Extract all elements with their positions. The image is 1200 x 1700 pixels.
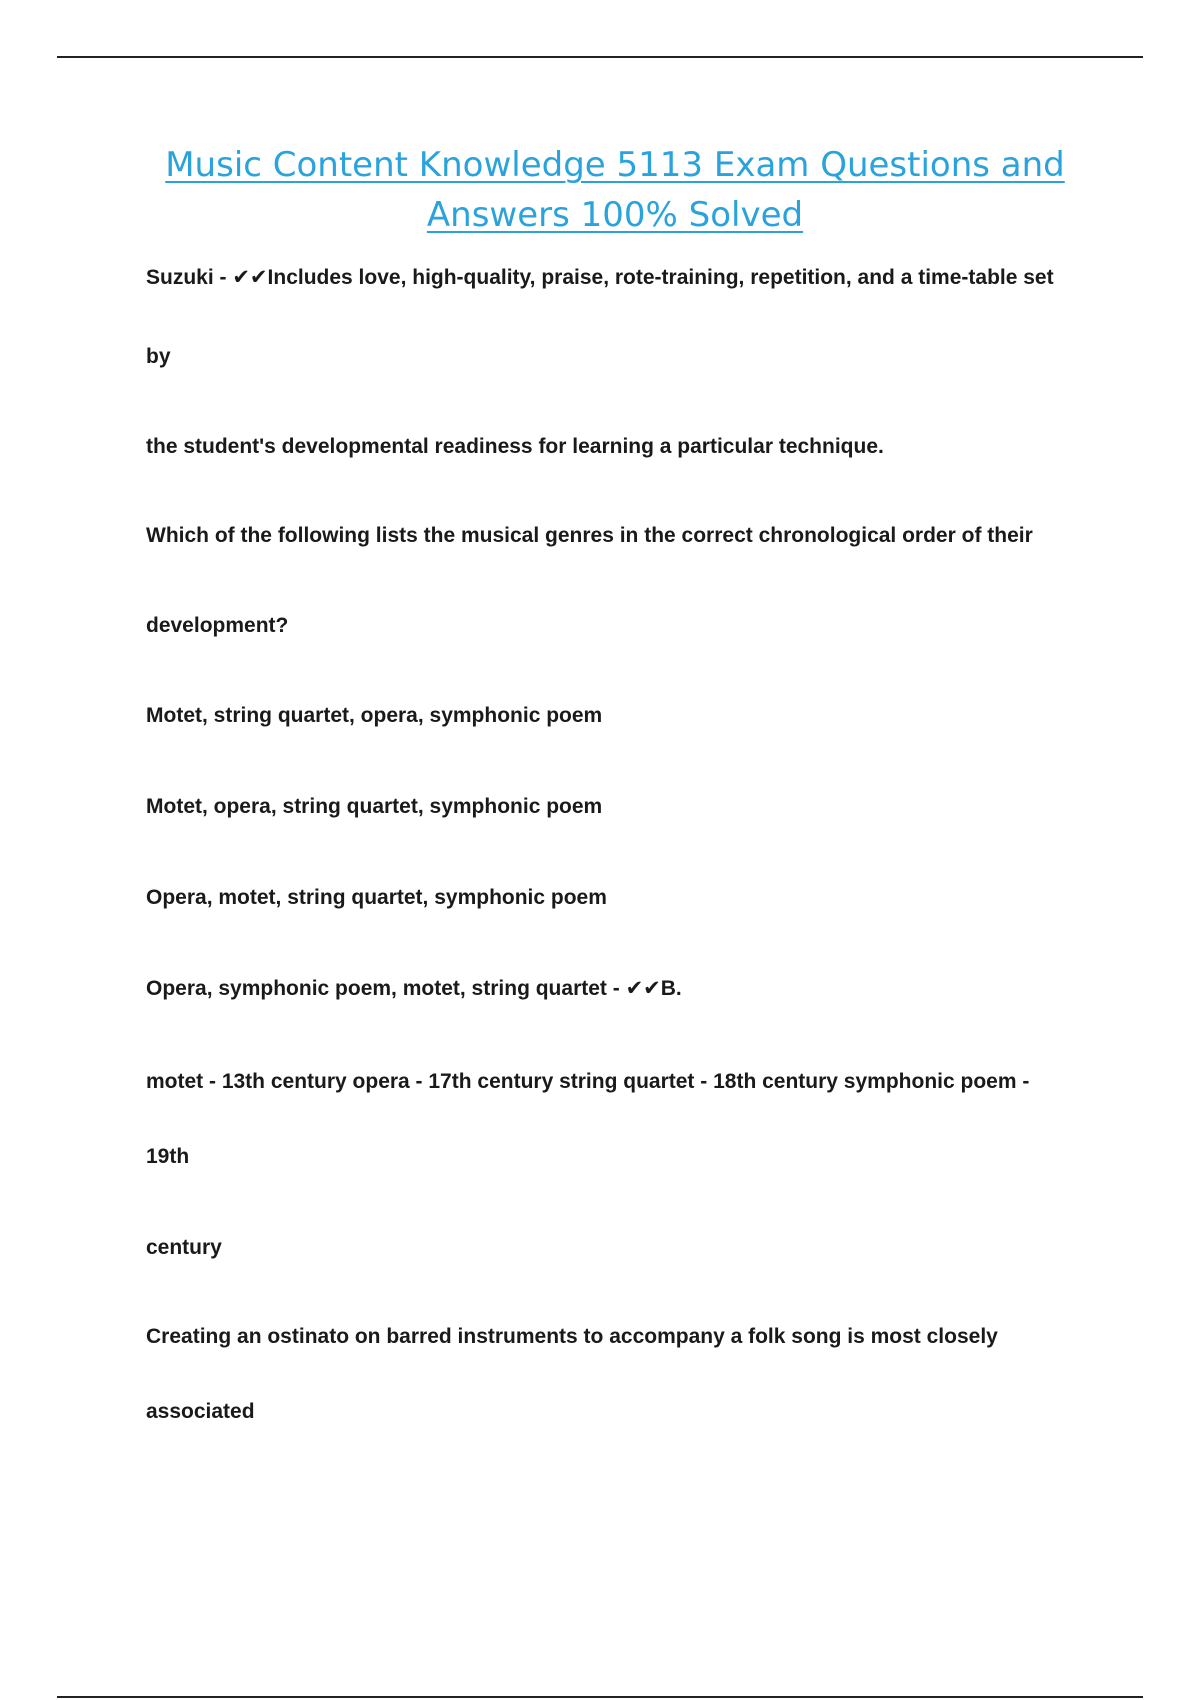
text-line: Motet, opera, string quartet, symphonic poem (146, 795, 603, 818)
text-line: Which of the following lists the musical genres in the correct chronological order of their (146, 524, 1033, 547)
text-line: Suzuki - ✔✔Includes love, high-quality, praise, rote-training, repetition, and a time-table set (146, 266, 1054, 289)
text-line: motet - 13th century opera - 17th century string quartet - 18th century symphonic poem - (146, 1070, 1030, 1093)
text-line: Creating an ostinato on barred instruments to accompany a folk song is most closely (146, 1325, 998, 1348)
header-rule (57, 56, 1143, 58)
text-line: by (146, 345, 171, 368)
text-line: development? (146, 614, 289, 637)
text-line: Motet, string quartet, opera, symphonic poem (146, 704, 603, 727)
text-line: century (146, 1236, 222, 1259)
text-line: the student's developmental readiness for learning a particular technique. (146, 435, 884, 458)
text-line: Opera, symphonic poem, motet, string quartet - ✔✔B. (146, 977, 682, 1000)
document-title-text: Music Content Knowledge 5113 Exam Questions and Answers 100% Solved (165, 145, 1065, 235)
text-line: 19th (146, 1145, 190, 1168)
footer-rule (57, 1696, 1143, 1698)
text-line: Opera, motet, string quartet, symphonic poem (146, 886, 607, 909)
text-line: associated (146, 1400, 255, 1423)
document-title (130, 140, 1100, 240)
